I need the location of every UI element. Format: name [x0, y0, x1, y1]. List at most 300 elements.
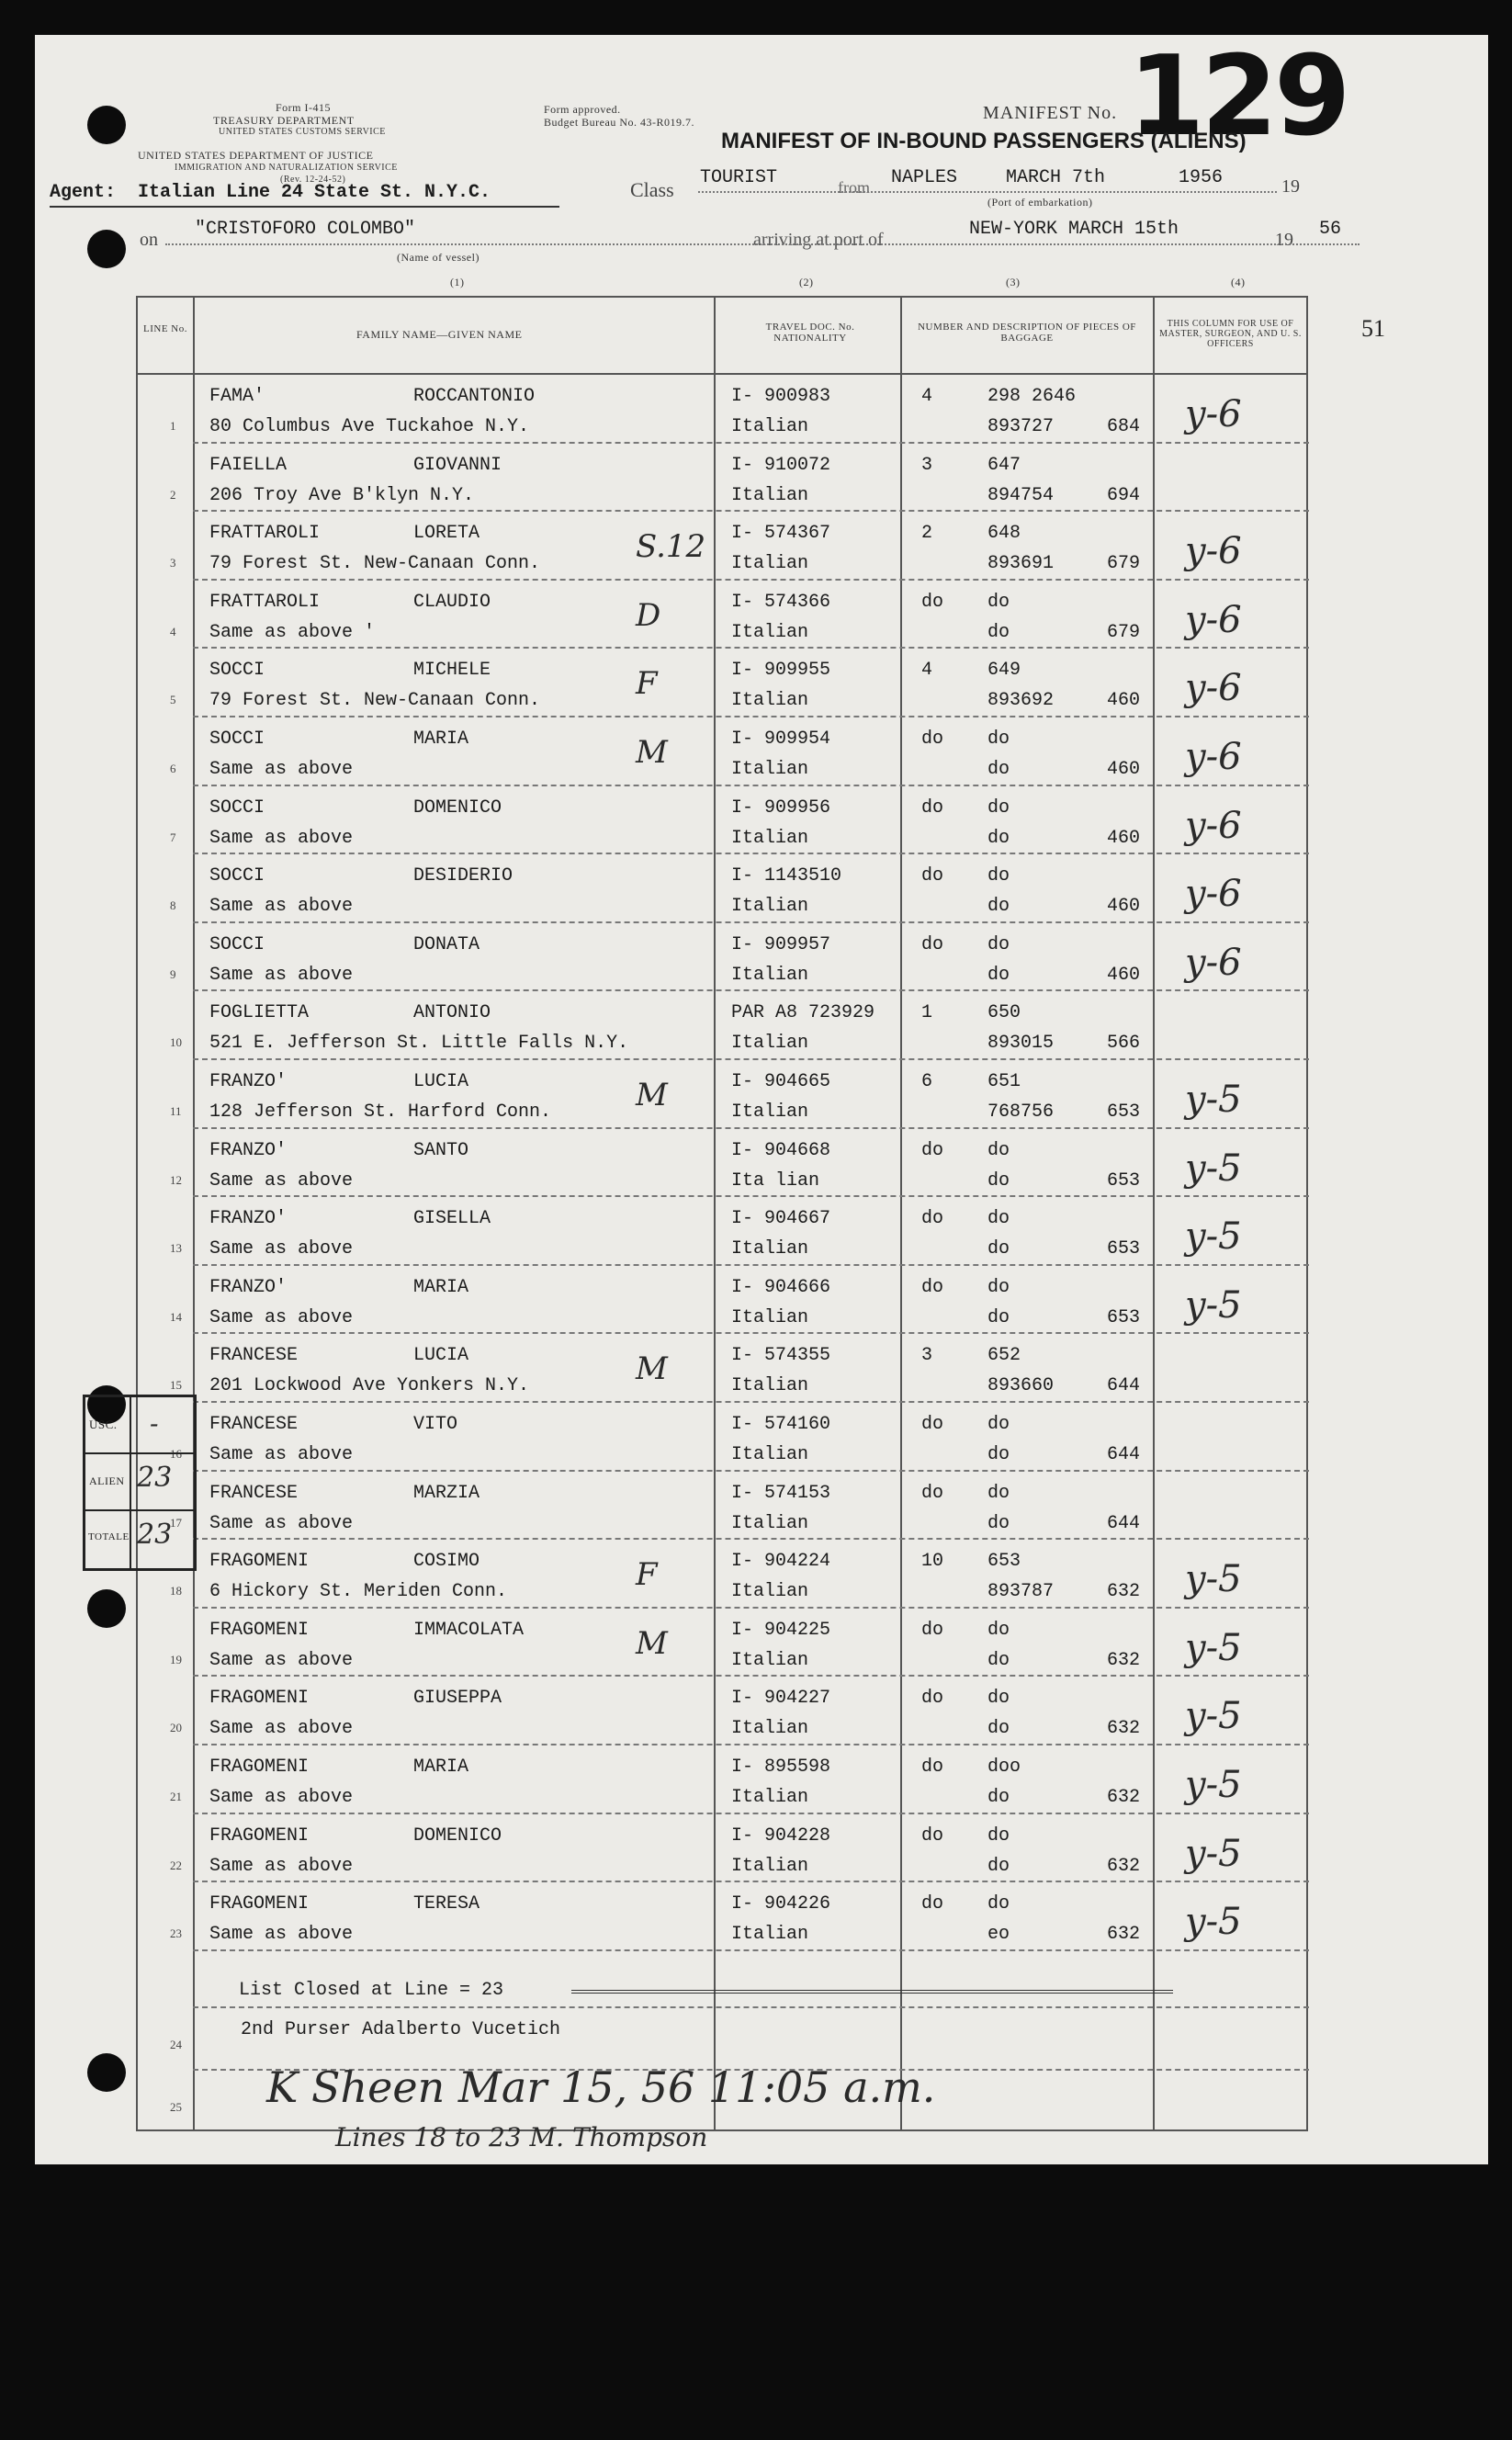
- line-number: 16: [170, 1447, 182, 1461]
- travel-doc-number: I- 574160: [731, 1414, 831, 1435]
- officer-note: y-6: [1185, 598, 1242, 641]
- from-value: NAPLES: [891, 167, 958, 188]
- baggage-number: 648: [987, 523, 1021, 545]
- travel-doc-number: I- 574367: [731, 523, 831, 545]
- travel-doc-number: I- 904226: [731, 1893, 831, 1915]
- address: 201 Lockwood Ave Yonkers N.Y.: [209, 1375, 530, 1397]
- baggage-ticket: 893692: [987, 690, 1055, 712]
- class-value: TOURIST: [700, 167, 778, 188]
- family-name: SOCCI: [209, 796, 265, 819]
- given-name: MICHELE: [413, 660, 491, 682]
- col2-num: (2): [799, 276, 814, 288]
- address: Same as above: [209, 759, 354, 780]
- line-number: 1: [170, 419, 176, 433]
- list-closed: List Closed at Line = 23: [239, 1980, 504, 2001]
- nationality: Italian: [731, 484, 809, 506]
- officer-note: y-5: [1185, 1626, 1242, 1669]
- row-separator: [193, 1127, 1309, 1129]
- sex-mark: M: [636, 1350, 668, 1388]
- line-number: 10: [170, 1035, 182, 1050]
- address: Same as above: [209, 1169, 354, 1192]
- address: 79 Forest St. New-Canaan Conn.: [209, 690, 541, 712]
- arrival-year: 56: [1319, 219, 1342, 240]
- baggage-pieces: 1: [921, 1002, 933, 1024]
- travel-doc-number: I- 909954: [731, 729, 831, 750]
- officer-note: y-5: [1185, 1558, 1242, 1601]
- baggage-pieces: do: [921, 1276, 944, 1298]
- sex-mark: M: [636, 1624, 668, 1662]
- col3-num: (3): [1006, 276, 1021, 288]
- baggage-code: 632: [1107, 1718, 1141, 1740]
- travel-doc-number: I- 904228: [731, 1824, 831, 1847]
- justice-line3: (Rev. 12-24-52): [280, 175, 346, 185]
- baggage-code: 679: [1107, 621, 1141, 643]
- class-label: Class: [630, 178, 674, 201]
- given-name: MARIA: [413, 729, 469, 750]
- travel-doc-number: I- 904665: [731, 1071, 831, 1092]
- on-label: on: [140, 230, 158, 250]
- row-separator: [193, 989, 1309, 991]
- line-number: 5: [170, 693, 176, 707]
- nationality: Italian: [731, 1033, 809, 1055]
- officer-note: y-6: [1185, 804, 1242, 847]
- embark-year: 1956: [1179, 167, 1224, 188]
- given-name: GIUSEPPA: [413, 1688, 502, 1710]
- baggage-number: 649: [987, 660, 1021, 682]
- nationality: Italian: [731, 759, 809, 780]
- row-separator: [193, 2006, 1309, 2008]
- baggage-pieces: do: [921, 933, 944, 955]
- punch-hole: [87, 106, 126, 144]
- baggage-code: 632: [1107, 1649, 1141, 1671]
- family-name: FRANCESE: [209, 1345, 299, 1367]
- baggage-number: do: [987, 1208, 1010, 1230]
- baggage-pieces: 3: [921, 454, 933, 476]
- baggage-ticket: do: [987, 621, 1010, 643]
- vessel-line: [165, 243, 1360, 246]
- stamp-total-value: 23: [137, 1519, 173, 1551]
- row-separator: [193, 1195, 1309, 1197]
- travel-doc-number: I- 904667: [731, 1208, 831, 1230]
- baggage-code: 679: [1107, 553, 1141, 575]
- doc-col-border: [900, 296, 902, 2131]
- given-name: COSIMO: [413, 1551, 480, 1573]
- baggage-ticket: do: [987, 759, 1010, 780]
- baggage-ticket: 893787: [987, 1581, 1055, 1603]
- travel-doc-number: I- 909955: [731, 660, 831, 682]
- baggage-ticket: 768756: [987, 1101, 1055, 1123]
- officer-note: y-6: [1185, 530, 1242, 573]
- address: Same as above: [209, 1855, 354, 1877]
- arrival-year-prefix: 19: [1275, 230, 1293, 250]
- family-name: FAMA': [209, 386, 265, 407]
- address: 206 Troy Ave B'klyn N.Y.: [209, 484, 475, 506]
- baggage-pieces: do: [921, 1688, 944, 1710]
- nationality: Italian: [731, 964, 809, 986]
- family-name: FRAGOMENI: [209, 1551, 310, 1573]
- family-name: FRANZO': [209, 1276, 288, 1298]
- stamp-alien-value: 23: [137, 1462, 173, 1494]
- given-name: ROCCANTONIO: [413, 386, 536, 407]
- line-number: 19: [170, 1652, 182, 1666]
- address: 6 Hickory St. Meriden Conn.: [209, 1581, 508, 1603]
- baggage-ticket: do: [987, 827, 1010, 849]
- baggage-code: 460: [1107, 964, 1141, 986]
- row-separator: [193, 1607, 1309, 1609]
- officer-note: y-5: [1185, 1079, 1242, 1121]
- inspector-signature: K Sheen Mar 15, 56 11:05 a.m.: [266, 2062, 936, 2112]
- line-number: 2: [170, 487, 176, 502]
- line-number: 12: [170, 1172, 182, 1187]
- address: Same as above: [209, 1306, 354, 1328]
- baggage-ticket: eo: [987, 1924, 1010, 1946]
- given-name: TERESA: [413, 1893, 480, 1915]
- line-number: 11: [170, 1104, 182, 1118]
- address: Same as above: [209, 827, 354, 849]
- baggage-number: do: [987, 1482, 1010, 1504]
- agent-value: Italian Line 24 State St. N.Y.C.: [138, 182, 491, 203]
- family-name: FRANCESE: [209, 1482, 299, 1504]
- baggage-pieces: do: [921, 1139, 944, 1161]
- family-name: FAIELLA: [209, 454, 288, 476]
- baggage-code: 566: [1107, 1033, 1141, 1055]
- nationality: Italian: [731, 896, 809, 918]
- line-number-24: 24: [170, 2038, 182, 2051]
- sex-mark: D: [636, 596, 661, 634]
- baggage-pieces: do: [921, 1757, 944, 1778]
- baggage-pieces: 10: [921, 1551, 944, 1573]
- stamp-usc-label: USC.: [89, 1418, 118, 1431]
- address: 80 Columbus Ave Tuckahoe N.Y.: [209, 416, 530, 437]
- row-separator: [193, 510, 1309, 512]
- travel-doc-number: I- 900983: [731, 386, 831, 407]
- officer-note: y-6: [1185, 667, 1242, 710]
- table-bottom-border: [136, 2129, 1307, 2131]
- baggage-pieces: do: [921, 1893, 944, 1915]
- baggage-code: 684: [1107, 416, 1141, 437]
- row-separator: [193, 1881, 1309, 1882]
- manifest-number: 129: [1128, 33, 1348, 161]
- agent-label: Agent:: [50, 182, 117, 203]
- address: Same as above: [209, 1238, 354, 1260]
- row-separator: [193, 1058, 1309, 1060]
- given-name: SANTO: [413, 1139, 469, 1161]
- baggage-number: do: [987, 796, 1010, 819]
- officer-note: y-5: [1185, 1283, 1242, 1327]
- baggage-col-border: [1153, 296, 1155, 2131]
- nationality: Italian: [731, 690, 809, 712]
- baggage-ticket: do: [987, 1444, 1010, 1465]
- baggage-number: do: [987, 1893, 1010, 1915]
- given-name: DOMENICO: [413, 1824, 502, 1847]
- name-col-border: [714, 296, 716, 2131]
- baggage-number: 650: [987, 1002, 1021, 1024]
- row-separator: [193, 716, 1309, 717]
- baggage-ticket: do: [987, 1787, 1010, 1808]
- family-name: FRAGOMENI: [209, 1893, 310, 1915]
- from-label: from: [838, 178, 870, 197]
- given-name: GIOVANNI: [413, 454, 502, 476]
- table-left-border: [136, 296, 138, 2131]
- arriving-value: NEW-YORK MARCH 15th: [969, 219, 1179, 240]
- baggage-code: 644: [1107, 1375, 1141, 1397]
- budget-bureau: Budget Bureau No. 43-R019.7.: [544, 116, 694, 129]
- baggage-code: 653: [1107, 1101, 1141, 1123]
- punch-hole: [87, 230, 126, 268]
- sex-mark: M: [636, 1077, 668, 1113]
- given-name: LORETA: [413, 523, 480, 545]
- line-number: 21: [170, 1790, 182, 1803]
- travel-doc-number: I- 904666: [731, 1276, 831, 1298]
- row-separator: [193, 647, 1309, 649]
- row-separator: [193, 1813, 1309, 1814]
- table-top-border: [136, 296, 1307, 298]
- family-name: FRANZO': [209, 1139, 288, 1161]
- baggage-ticket: 893015: [987, 1033, 1055, 1055]
- row-separator: [193, 1538, 1309, 1540]
- travel-doc-number: PAR A8 723929: [731, 1002, 875, 1024]
- line-number: 14: [170, 1309, 182, 1324]
- baggage-number: do: [987, 1824, 1010, 1847]
- baggage-code: 632: [1107, 1855, 1141, 1877]
- row-separator: [193, 921, 1309, 923]
- row-separator: [193, 1332, 1309, 1334]
- row-separator: [193, 579, 1309, 581]
- col-header-officers: THIS COLUMN FOR USE OF MASTER, SURGEON, AND U. S. OFFICERS: [1159, 319, 1302, 349]
- table-right-border: [1306, 296, 1308, 2131]
- sex-mark: S.12: [636, 528, 706, 566]
- nationality: Italian: [731, 1512, 809, 1534]
- baggage-code: 632: [1107, 1787, 1141, 1808]
- travel-doc-number: I- 1143510: [731, 865, 842, 887]
- officer-note: y-5: [1185, 1147, 1242, 1190]
- row-separator: [193, 853, 1309, 854]
- address: Same as above: [209, 964, 354, 986]
- address: Same as above: [209, 1924, 354, 1946]
- baggage-ticket: do: [987, 1718, 1010, 1740]
- travel-doc-number: I- 909957: [731, 933, 831, 955]
- row-separator: [193, 1264, 1309, 1266]
- baggage-ticket: do: [987, 1306, 1010, 1328]
- line-number: 6: [170, 762, 176, 775]
- baggage-number: do: [987, 865, 1010, 887]
- punch-hole: [87, 1589, 126, 1628]
- baggage-ticket: do: [987, 1855, 1010, 1877]
- baggage-number: do: [987, 1139, 1010, 1161]
- row-separator: [193, 785, 1309, 786]
- baggage-code: 632: [1107, 1924, 1141, 1946]
- family-name: FRANZO': [209, 1071, 288, 1092]
- travel-doc-number: I- 574355: [731, 1345, 831, 1367]
- row-separator: [193, 1949, 1309, 1951]
- travel-doc-number: I- 904668: [731, 1139, 831, 1161]
- line-number-25: 25: [170, 2100, 182, 2114]
- baggage-number: do: [987, 1619, 1010, 1641]
- stamp-usc-value: -: [150, 1408, 159, 1439]
- vessel-name: "CRISTOFORO COLOMBO": [195, 219, 416, 240]
- col1-num: (1): [450, 276, 465, 288]
- line-number: 22: [170, 1858, 182, 1872]
- stamp-total-label: TOTALE: [88, 1531, 130, 1542]
- nationality: Italian: [731, 1855, 809, 1877]
- baggage-pieces: do: [921, 1482, 944, 1504]
- nationality: Italian: [731, 1306, 809, 1328]
- punch-hole: [87, 2053, 126, 2092]
- class-line: [698, 191, 1277, 194]
- baggage-number: do: [987, 591, 1010, 613]
- officer-note: y-5: [1185, 1764, 1242, 1806]
- given-name: ANTONIO: [413, 1002, 491, 1024]
- officer-note: y-6: [1185, 736, 1242, 778]
- form-number: Form I-415: [276, 101, 331, 114]
- justice-line1: UNITED STATES DEPARTMENT OF JUSTICE: [138, 149, 374, 162]
- family-name: FRATTAROLI: [209, 591, 321, 613]
- vessel-caption: (Name of vessel): [397, 251, 480, 264]
- baggage-number: doo: [987, 1757, 1021, 1778]
- officer-note: y-5: [1185, 1901, 1242, 1944]
- nationality: Italian: [731, 1649, 809, 1671]
- given-name: GISELLA: [413, 1208, 491, 1230]
- line-col-border: [193, 296, 195, 2131]
- baggage-ticket: do: [987, 1649, 1010, 1671]
- travel-doc-number: I- 910072: [731, 454, 831, 476]
- line-number: 20: [170, 1721, 182, 1735]
- given-name: DONATA: [413, 933, 480, 955]
- line-number: 7: [170, 830, 176, 844]
- line-number: 13: [170, 1241, 182, 1256]
- officer-note: y-6: [1185, 873, 1242, 916]
- given-name: MARIA: [413, 1276, 469, 1298]
- baggage-number: 647: [987, 454, 1021, 476]
- baggage-number: 651: [987, 1071, 1021, 1092]
- baggage-number: do: [987, 933, 1010, 955]
- baggage-pieces: 4: [921, 386, 933, 407]
- baggage-code: 653: [1107, 1306, 1141, 1328]
- baggage-code: 460: [1107, 759, 1141, 780]
- col-header-baggage: NUMBER AND DESCRIPTION OF PIECES OF BAGGAGE: [918, 322, 1136, 344]
- row-separator: [193, 1401, 1309, 1403]
- officer-note: y-6: [1185, 941, 1242, 984]
- given-name: MARIA: [413, 1757, 469, 1778]
- travel-doc-number: I- 904227: [731, 1688, 831, 1710]
- baggage-pieces: do: [921, 1208, 944, 1230]
- nationality: Italian: [731, 1787, 809, 1808]
- officer-note: y-6: [1185, 393, 1242, 435]
- sex-mark: F: [636, 1556, 658, 1594]
- arriving-label: arriving at port of: [753, 230, 884, 250]
- nationality: Italian: [731, 1375, 809, 1397]
- family-name: SOCCI: [209, 933, 265, 955]
- line-number: 9: [170, 966, 176, 981]
- family-name: FOGLIETTA: [209, 1002, 310, 1024]
- embark-date: MARCH 7th: [1006, 167, 1106, 188]
- sex-mark: M: [636, 734, 668, 771]
- line-number: 23: [170, 1926, 182, 1941]
- family-name: SOCCI: [209, 729, 265, 750]
- baggage-pieces: do: [921, 591, 944, 613]
- nationality: Italian: [731, 1238, 809, 1260]
- col-header-name: FAMILY NAME—GIVEN NAME: [356, 328, 523, 341]
- line-number: 8: [170, 898, 176, 913]
- travel-doc-number: I- 909956: [731, 796, 831, 819]
- baggage-ticket: 893691: [987, 553, 1055, 575]
- baggage-pieces: do: [921, 865, 944, 887]
- port-caption: (Port of embarkation): [987, 196, 1093, 209]
- baggage-code: 460: [1107, 896, 1141, 918]
- baggage-ticket: do: [987, 1169, 1010, 1192]
- baggage-ticket: do: [987, 896, 1010, 918]
- baggage-number: 653: [987, 1551, 1021, 1573]
- given-name: DESIDERIO: [413, 865, 513, 887]
- baggage-number: do: [987, 1276, 1010, 1298]
- given-name: VITO: [413, 1414, 458, 1435]
- nationality: Ita lian: [731, 1169, 820, 1192]
- row-separator: [193, 1675, 1309, 1677]
- given-name: IMMACOLATA: [413, 1619, 525, 1641]
- baggage-pieces: 2: [921, 523, 933, 545]
- nationality: Italian: [731, 1924, 809, 1946]
- address: Same as above: [209, 1718, 354, 1740]
- family-name: FRAGOMENI: [209, 1757, 310, 1778]
- officer-note: y-5: [1185, 1215, 1242, 1259]
- baggage-ticket: 893727: [987, 416, 1055, 437]
- address: Same as above: [209, 1649, 354, 1671]
- given-name: LUCIA: [413, 1071, 469, 1092]
- baggage-code: 694: [1107, 484, 1141, 506]
- address: Same as above: [209, 1512, 354, 1534]
- baggage-number: 652: [987, 1345, 1021, 1367]
- address: 521 E. Jefferson St. Little Falls N.Y.: [209, 1033, 629, 1055]
- baggage-number: 298 2646: [987, 386, 1077, 407]
- list-closed-rule: [571, 1990, 1173, 1994]
- family-name: FRAGOMENI: [209, 1824, 310, 1847]
- family-name: FRANCESE: [209, 1414, 299, 1435]
- travel-doc-number: I- 895598: [731, 1757, 831, 1778]
- travel-doc-number: I- 574153: [731, 1482, 831, 1504]
- table-header-border: [136, 373, 1307, 375]
- row-separator: [193, 1470, 1309, 1472]
- row-separator: [193, 1744, 1309, 1745]
- nationality: Italian: [731, 1101, 809, 1123]
- form-approved: Form approved.: [544, 103, 621, 116]
- baggage-number: do: [987, 1688, 1010, 1710]
- travel-doc-number: I- 574366: [731, 591, 831, 613]
- line-number: 15: [170, 1378, 182, 1393]
- baggage-ticket: do: [987, 964, 1010, 986]
- stamp-alien-label: ALIEN: [89, 1474, 125, 1487]
- baggage-ticket: do: [987, 1512, 1010, 1534]
- address: Same as above ': [209, 621, 376, 643]
- nationality: Italian: [731, 827, 809, 849]
- family-name: FRANZO': [209, 1208, 288, 1230]
- col-header-travel-doc: TRAVEL DOC. No. NATIONALITY: [765, 322, 855, 344]
- nationality: Italian: [731, 621, 809, 643]
- baggage-code: 632: [1107, 1581, 1141, 1603]
- baggage-pieces: 4: [921, 660, 933, 682]
- address: Same as above: [209, 1444, 354, 1465]
- nationality: Italian: [731, 416, 809, 437]
- baggage-number: do: [987, 1414, 1010, 1435]
- agent-underline: [50, 206, 559, 208]
- family-name: FRATTAROLI: [209, 523, 321, 545]
- nationality: Italian: [731, 1718, 809, 1740]
- baggage-pieces: do: [921, 729, 944, 750]
- address: Same as above: [209, 1787, 354, 1808]
- baggage-code: 653: [1107, 1238, 1141, 1260]
- treasury-line2: UNITED STATES CUSTOMS SERVICE: [219, 127, 386, 137]
- totals-stamp: [83, 1395, 197, 1571]
- row-separator: [193, 442, 1309, 444]
